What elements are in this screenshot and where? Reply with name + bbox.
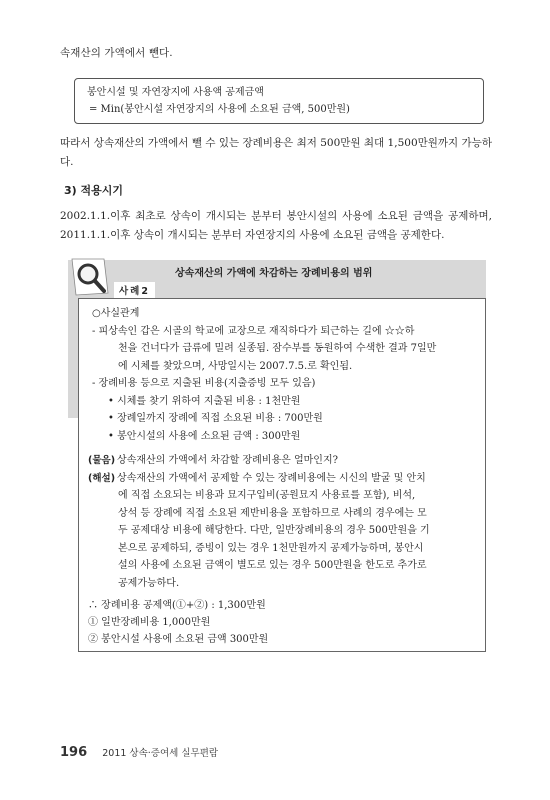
page-footer <box>60 741 218 760</box>
fact-1-line-b: 천을 건너다가 급류에 밀려 실종됨. 잠수부를 동원하여 수색한 결과 7일만 <box>118 343 437 354</box>
answer-line-1: 상속재산의 가액에서 공제할 수 있는 장례비용에는 시신의 발굴 및 안치 <box>117 472 426 484</box>
fact-bullet-3: • 봉안시설의 사용에 소요된 금액 : 300만원 <box>108 430 301 442</box>
case-label: 사례2 <box>114 282 155 298</box>
paragraph-application-period: 2002.1.1.이후 최초로 상속이 개시되는 분부터 봉안시설의 사용에 소요된 금액을 공제하며, 2011.1.1.이후 상속이 개시되는 분부터 자연장지의 사용에 소요된 금액을 공제한다. <box>60 210 492 241</box>
answer-tag: (해설) <box>88 472 116 484</box>
question-text: 상속재산의 가액에서 차감할 장례비용은 얼마인지? <box>117 455 338 466</box>
page-number: 196 <box>60 745 88 760</box>
question-tag: (물음) <box>88 455 116 466</box>
section-heading: 3) 적용시기 <box>64 184 124 197</box>
case-facts <box>88 305 480 445</box>
answer-line-5: 본으로 공제하되, 증빙이 있는 경우 1천만원까지 공제가능하며, 봉안시 <box>118 542 424 554</box>
book-title: 2011 상속·증여세 실무편람 <box>102 748 219 759</box>
case-question-answer <box>88 452 480 592</box>
calc-total: ∴ 장례비용 공제액(①+②) : 1,300만원 <box>88 600 266 611</box>
answer-line-3: 상석 등 장례에 직접 소요된 제반비용을 포함하므로 사례의 경우에는 모 <box>118 507 427 519</box>
case-calculation <box>88 597 268 648</box>
facts-heading: ○사실관계 <box>92 308 140 319</box>
answer-line-4: 두 공제대상 비용에 해당한다. 다만, 일반장례비용의 경우 500만원을 기 <box>118 525 430 536</box>
answer-line-6: 설의 사용에 소요된 금액이 별도로 있는 경우 500만원을 한도로 추가로 <box>118 560 427 571</box>
intro-line: 속재산의 가액에서 뺀다. <box>60 47 173 59</box>
fact-1-line-c: 에 시체를 찾았으며, 사망일시는 2007.7.5.로 확인됨. <box>118 360 353 372</box>
case-title: 상속재산의 가액에 차감하는 장례비용의 범위 <box>175 268 373 279</box>
magnifier-icon <box>70 255 112 299</box>
formula-line-1: 봉안시설 및 자연장지에 사용액 공제금액 <box>87 87 264 98</box>
fact-bullet-2: • 장례일까지 장례에 직접 소요된 비용 : 700만원 <box>108 413 323 424</box>
answer-line-2: 에 직접 소요되는 비용과 묘지구입비(공원묘지 사용료를 포함), 비석, <box>118 490 416 501</box>
fact-2: - 장례비용 등으로 지출된 비용(지출증빙 모두 있음) <box>92 378 316 389</box>
fact-1-line-a: - 피상속인 갑은 시골의 학교에 교장으로 재직하다가 퇴근하는 길에 ☆☆하 <box>92 325 415 337</box>
calc-item-1: ① 일반장례비용 1,000만원 <box>88 617 211 628</box>
calc-item-2: ② 봉안시설 사용에 소요된 금액 300만원 <box>88 634 269 645</box>
answer-line-7: 공제가능하다. <box>118 577 180 589</box>
formula-line-2: = Min(봉안시설 자연장지의 사용에 소요된 금액, 500만원) <box>89 104 350 115</box>
case-sidebar-band <box>68 298 78 418</box>
formula-box <box>74 78 484 124</box>
fact-bullet-1: • 시체를 찾기 위하여 지출된 비용 : 1천만원 <box>108 395 301 407</box>
paragraph-funeral-range: 따라서 상속재산의 가액에서 뺄 수 있는 장례비용은 최저 500만원 최대 1,500만원까지 가능하다. <box>60 137 492 168</box>
